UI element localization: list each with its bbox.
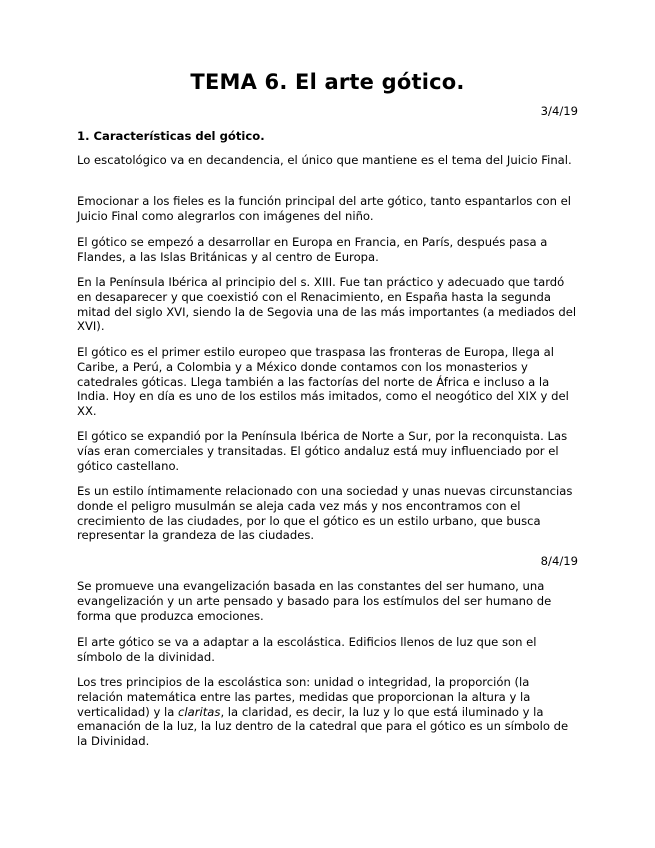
paragraph-scholastic-principles xyxy=(77,675,578,749)
section-heading: 1. Características del gótico. xyxy=(77,129,265,143)
paragraph-text: Los tres principios de la escolástica son: unidad o integridad, la proporción (la relación matemática entre las partes, medidas que proporcionan la altura y la verticalidad) y la xyxy=(77,675,531,719)
paragraph: Se promueve una evangelización basada en las constantes del ser humano, una evangelización y un arte pensado y basado para los estímulos del ser humano de forma que produzca emociones. xyxy=(77,579,552,623)
paragraph: El gótico se empezó a desarrollar en Europa en Francia, en París, después pasa a Flandes, a las Islas Británicas y al centro de Europa. xyxy=(77,235,548,264)
paragraph: Lo escatológico va en decandencia, el único que mantiene es el tema del Juicio Final. xyxy=(77,153,572,167)
paragraph: Es un estilo íntimamente relacionado con una sociedad y unas nuevas circunstancias donde el peligro musulmán se aleja cada vez más y nos encontramos con el crecimiento de las ciudades, por lo que el gótico es un estilo urbano, que busca representar la grandeza de las ciudades. xyxy=(77,484,573,543)
italic-term: claritas xyxy=(178,704,221,719)
date-label: 3/4/19 xyxy=(540,104,578,118)
date-label: 8/4/19 xyxy=(540,554,578,568)
paragraph-text: , la claridad, es decir, la luz y lo que está iluminado y la emanación de la luz, la luz dentro de la catedral que para el gótico es un símbolo de la Divinidad. xyxy=(77,704,569,749)
paragraph: Emocionar a los fieles es la función principal del arte gótico, tanto espantarlos con el Juicio Final como alegrarlos con imágenes del niño. xyxy=(77,194,571,223)
paragraph: El arte gótico se va a adaptar a la escolástica. Edificios llenos de luz que son el símbolo de la divinidad. xyxy=(77,635,537,664)
paragraph: El gótico se expandió por la Península Ibérica de Norte a Sur, por la reconquista. Las vías eran comerciales y transitadas. El gótico andaluz está muy influenciado por el gótico castellano. xyxy=(77,429,568,473)
paragraph: En la Península Ibérica al principio del s. XIII. Fue tan práctico y adecuado que tardó en desaparecer y que coexistió con el Renacimiento, en España hasta la segunda mitad del siglo XVI, siendo la de Segovia una de las más importantes (a mediados del XVI). xyxy=(77,275,577,334)
page-title: TEMA 6. El arte gótico. xyxy=(190,70,465,94)
paragraph: El gótico es el primer estilo europeo que traspasa las fronteras de Europa, llega al Caribe, a Perú, a Colombia y a México donde contamos con los monasterios y catedrales góticas. Llega también a las factorías del norte de África e incluso a la India. Hoy en día es uno de los estilos más imitados, como el neogótico del XIX y del XX. xyxy=(77,345,569,419)
